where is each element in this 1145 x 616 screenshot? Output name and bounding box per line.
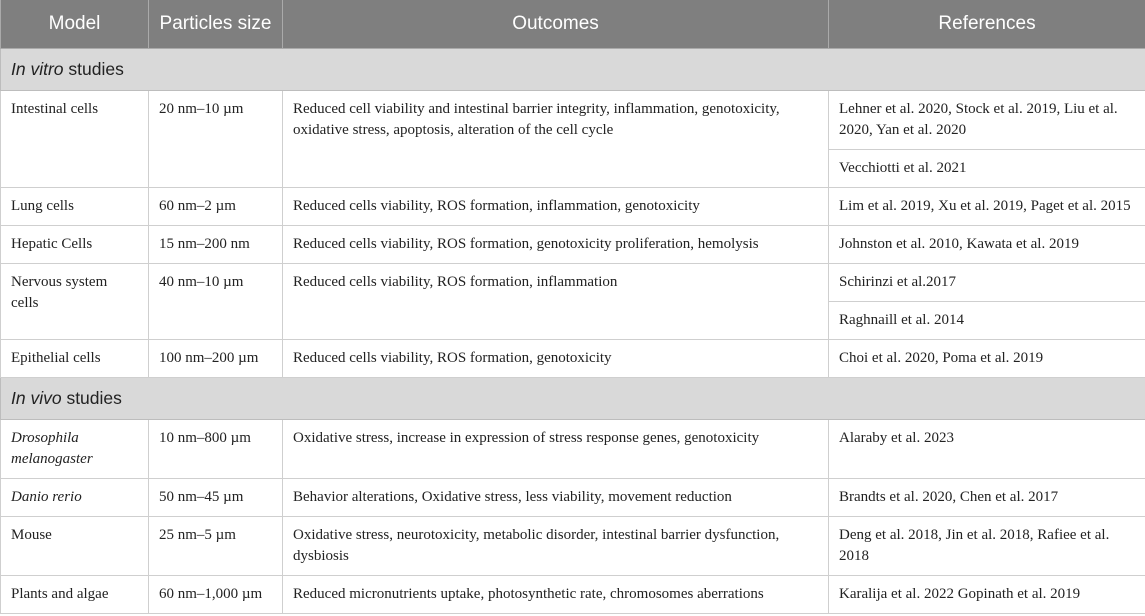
size-cell: 40 nm–10 µm xyxy=(149,264,283,340)
size-cell: 15 nm–200 nm xyxy=(149,226,283,264)
outcomes-cell: Reduced micronutrients uptake, photosynthetic rate, chromosomes aberrations xyxy=(283,576,829,614)
size-cell: 60 nm–2 µm xyxy=(149,188,283,226)
references-cell: Johnston et al. 2010, Kawata et al. 2019 xyxy=(829,226,1145,264)
outcomes-cell: Reduced cell viability and intestinal barrier integrity, inflammation, genotoxicity, oxidative stress, apoptosis, alteration of the cell cycle xyxy=(283,91,829,188)
outcomes-cell: Oxidative stress, increase in expression of stress response genes, genotoxicity xyxy=(283,420,829,479)
references-cell: Schirinzi et al.2017 xyxy=(829,264,1145,302)
table-row xyxy=(1,188,1145,226)
references-cell: Lehner et al. 2020, Stock et al. 2019, Liu et al. 2020, Yan et al. 2020 xyxy=(829,91,1145,150)
references-cell: Raghnaill et al. 2014 xyxy=(829,302,1145,340)
section-title-in-vivo: In vivo studies xyxy=(1,378,1145,420)
header-references: References xyxy=(829,0,1145,49)
model-cell: Hepatic Cells xyxy=(1,226,149,264)
model-cell: Plants and algae xyxy=(1,576,149,614)
header-particles-size: Particles size xyxy=(149,0,283,49)
references-cell: Choi et al. 2020, Poma et al. 2019 xyxy=(829,340,1145,378)
size-cell: 60 nm–1,000 µm xyxy=(149,576,283,614)
model-cell: Lung cells xyxy=(1,188,149,226)
table-row xyxy=(1,517,1145,576)
outcomes-cell: Oxidative stress, neurotoxicity, metabolic disorder, intestinal barrier dysfunction, dysbiosis xyxy=(283,517,829,576)
outcomes-cell: Reduced cells viability, ROS formation, inflammation, genotoxicity xyxy=(283,188,829,226)
outcomes-cell: Behavior alterations, Oxidative stress, less viability, movement reduction xyxy=(283,479,829,517)
references-cell: Vecchiotti et al. 2021 xyxy=(829,150,1145,188)
model-cell: Drosophila melanogaster xyxy=(1,420,149,479)
section-in-vivo xyxy=(1,378,1145,420)
references-cell: Karalija et al. 2022 Gopinath et al. 2019 xyxy=(829,576,1145,614)
size-cell: 10 nm–800 µm xyxy=(149,420,283,479)
size-cell: 100 nm–200 µm xyxy=(149,340,283,378)
references-cell: Alaraby et al. 2023 xyxy=(829,420,1145,479)
outcomes-cell: Reduced cells viability, ROS formation, inflammation xyxy=(283,264,829,340)
model-cell: Intestinal cells xyxy=(1,91,149,188)
table-row xyxy=(1,91,1145,150)
table-row xyxy=(1,576,1145,614)
header-outcomes: Outcomes xyxy=(283,0,829,49)
model-cell: Nervous system cells xyxy=(1,264,149,340)
model-cell: Mouse xyxy=(1,517,149,576)
outcomes-cell: Reduced cells viability, ROS formation, genotoxicity xyxy=(283,340,829,378)
references-cell: Deng et al. 2018, Jin et al. 2018, Rafiee et al. 2018 xyxy=(829,517,1145,576)
table-row xyxy=(1,226,1145,264)
references-cell: Lim et al. 2019, Xu et al. 2019, Paget et al. 2015 xyxy=(829,188,1145,226)
outcomes-cell: Reduced cells viability, ROS formation, genotoxicity proliferation, hemolysis xyxy=(283,226,829,264)
header-row xyxy=(1,0,1145,49)
size-cell: 25 nm–5 µm xyxy=(149,517,283,576)
table-row xyxy=(1,420,1145,479)
header-model: Model xyxy=(1,0,149,49)
section-in-vitro xyxy=(1,49,1145,91)
section-title-in-vitro: In vitro studies xyxy=(1,49,1145,91)
model-cell: Epithelial cells xyxy=(1,340,149,378)
references-cell: Brandts et al. 2020, Chen et al. 2017 xyxy=(829,479,1145,517)
table-row xyxy=(1,264,1145,302)
table-row xyxy=(1,340,1145,378)
table-row xyxy=(1,479,1145,517)
size-cell: 20 nm–10 µm xyxy=(149,91,283,188)
model-cell: Danio rerio xyxy=(1,479,149,517)
size-cell: 50 nm–45 µm xyxy=(149,479,283,517)
